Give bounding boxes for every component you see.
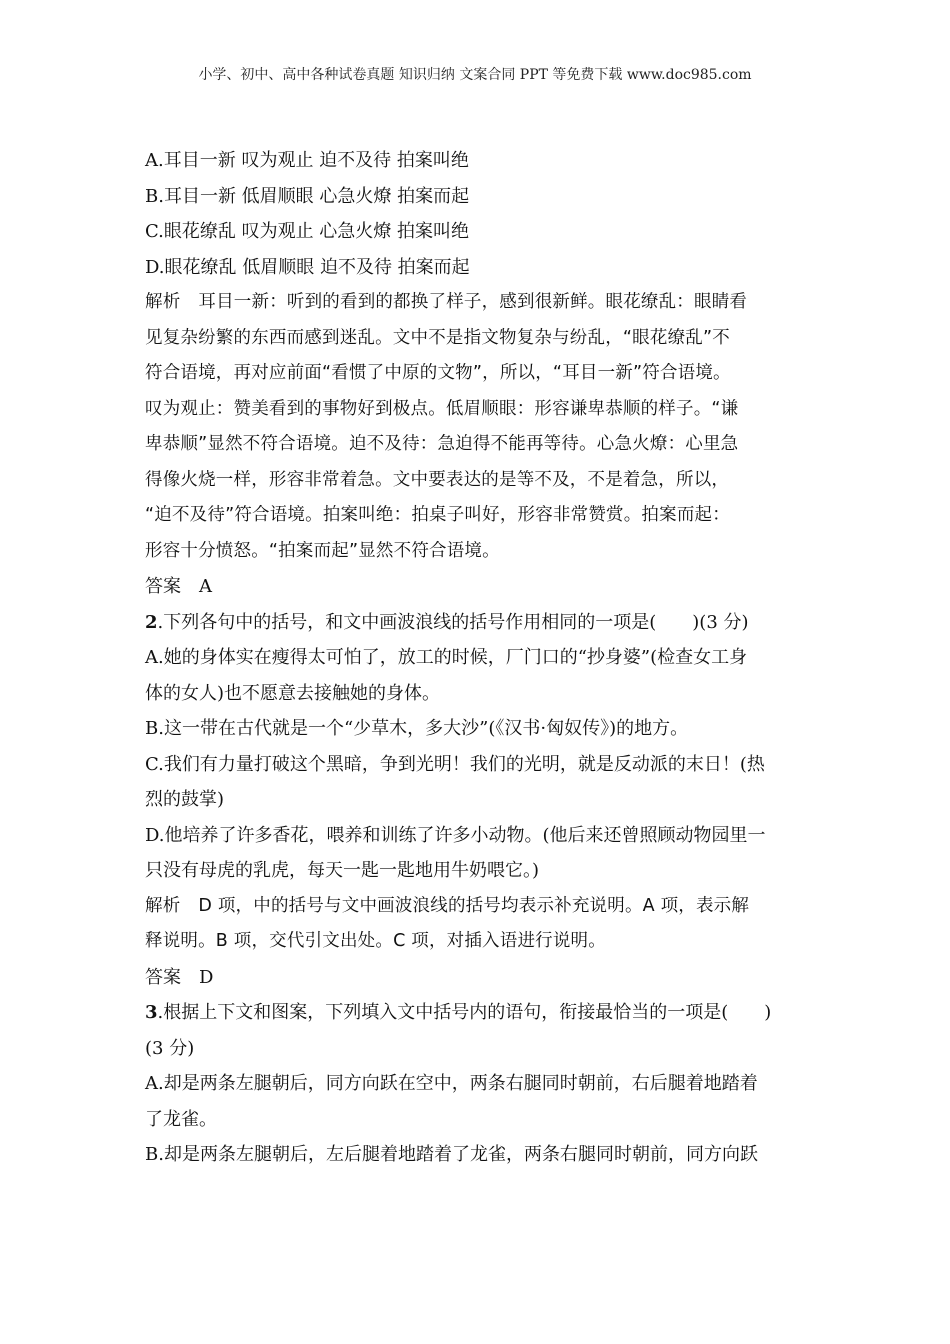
q1-answer-label: 答案	[145, 576, 181, 597]
q1-analysis-line: “迫不及待”符合语境。拍案叫绝：拍桌子叫好，形容非常赞赏。拍案而起：	[145, 505, 730, 525]
q1-answer-line	[145, 569, 815, 605]
q3-option-line: 了龙雀。	[145, 1108, 217, 1130]
q2-option-line: A.她的身体实在瘦得太可怕了，放工的时候，厂门口的“抄身婆”(检查女工身	[145, 647, 748, 668]
q2-analysis-line: 释说明。B 项，交代引文出处。C 项，对插入语进行说明。	[145, 931, 606, 951]
q3-number: 3	[145, 1002, 158, 1023]
q1-analysis-line: 形容十分愤怒。“拍案而起”显然不符合语境。	[145, 540, 500, 561]
document-body	[145, 143, 815, 1173]
q1-analysis-text: 耳目一新：听到的看到的都换了样子，感到很新鲜。眼花缭乱：眼睛看	[198, 292, 748, 312]
header-text: 小学、初中、高中各种试卷真题 知识归纳 文案合同 PPT 等免费下载 www.doc985.com	[198, 67, 752, 83]
q2-answer-line	[145, 960, 815, 996]
q1-option-c: C.眼花缭乱 叹为观止 心急火燎 拍案叫绝	[145, 221, 470, 242]
q2-option-line: C.我们有力量打破这个黑暗，争到光明！我们的光明，就是反动派的末日！(热	[145, 753, 765, 775]
q2-stem	[145, 605, 815, 641]
q3-stem-cont: (3 分)	[145, 1037, 195, 1059]
q3-option-line: B.却是两条左腿朝后，左后腿着地踏着了龙雀，两条右腿同时朝前，同方向跃	[145, 1144, 758, 1165]
q1-analysis-line: 得像火烧一样，形容非常着急。文中要表达的是等不及，不是着急，所以，	[145, 469, 730, 490]
q2-option-line: B.这一带在古代就是一个“少草木，多大沙”(《汉书·匈奴传》)的地方。	[145, 718, 689, 739]
q2-answer-value: D	[199, 966, 214, 988]
q2-analysis-text: D 项，中的括号与文中画波浪线的括号均表示补充说明。A 项，表示解	[198, 895, 750, 916]
q1-analysis-line: 叹为观止：赞美看到的事物好到极点。低眉顺眼：形容谦卑恭顺的样子。“谦	[145, 398, 739, 419]
q2-option-line: D.他培养了许多香花，喂养和训练了许多小动物。(他后来还曾照顾动物园里一	[145, 824, 766, 846]
q3-stem	[145, 995, 815, 1031]
q2-stem-text: .下列各句中的括号，和文中画波浪线的括号作用相同的一项是( )(3 分)	[157, 611, 749, 633]
q2-option-line: 只没有母虎的乳虎，每天一匙一匙地用牛奶喂它。)	[145, 860, 540, 881]
page-header	[0, 64, 950, 84]
q1-answer-value: A	[199, 576, 212, 597]
q3-stem-text: .根据上下文和图案，下列填入文中括号内的语句，衔接最恰当的一项是( )	[157, 1002, 772, 1023]
q2-analysis-label: 解析	[145, 895, 181, 916]
q2-number: 2	[145, 611, 158, 633]
q1-option-a: A.耳目一新 叹为观止 迫不及待 拍案叫绝	[145, 150, 469, 171]
q1-analysis-line: 符合语境，再对应前面“看惯了中原的文物”，所以，“耳目一新”符合语境。	[145, 363, 731, 383]
q1-option-d: D.眼花缭乱 低眉顺眼 迫不及待 拍案而起	[145, 256, 470, 278]
q1-analysis-line	[145, 285, 815, 321]
q2-option-line: 烈的鼓掌)	[145, 789, 225, 810]
q1-analysis-label: 解析	[145, 292, 181, 312]
q2-option-line: 体的女人)也不愿意去接触她的身体。	[145, 682, 441, 704]
q1-analysis-line: 卑恭顺”显然不符合语境。迫不及待：急迫得不能再等待。心急火燎：心里急	[145, 434, 739, 454]
q2-answer-label: 答案	[145, 966, 181, 988]
q2-analysis-line	[145, 889, 815, 925]
q3-option-line: A.却是两条左腿朝后，同方向跃在空中，两条右腿同时朝前，右后腿着地踏着	[145, 1073, 758, 1094]
q1-analysis-line: 见复杂纷繁的东西而感到迷乱。文中不是指文物复杂与纷乱，“眼花缭乱”不	[145, 327, 730, 348]
q1-option-b: B.耳目一新 低眉顺眼 心急火燎 拍案而起	[145, 185, 470, 207]
